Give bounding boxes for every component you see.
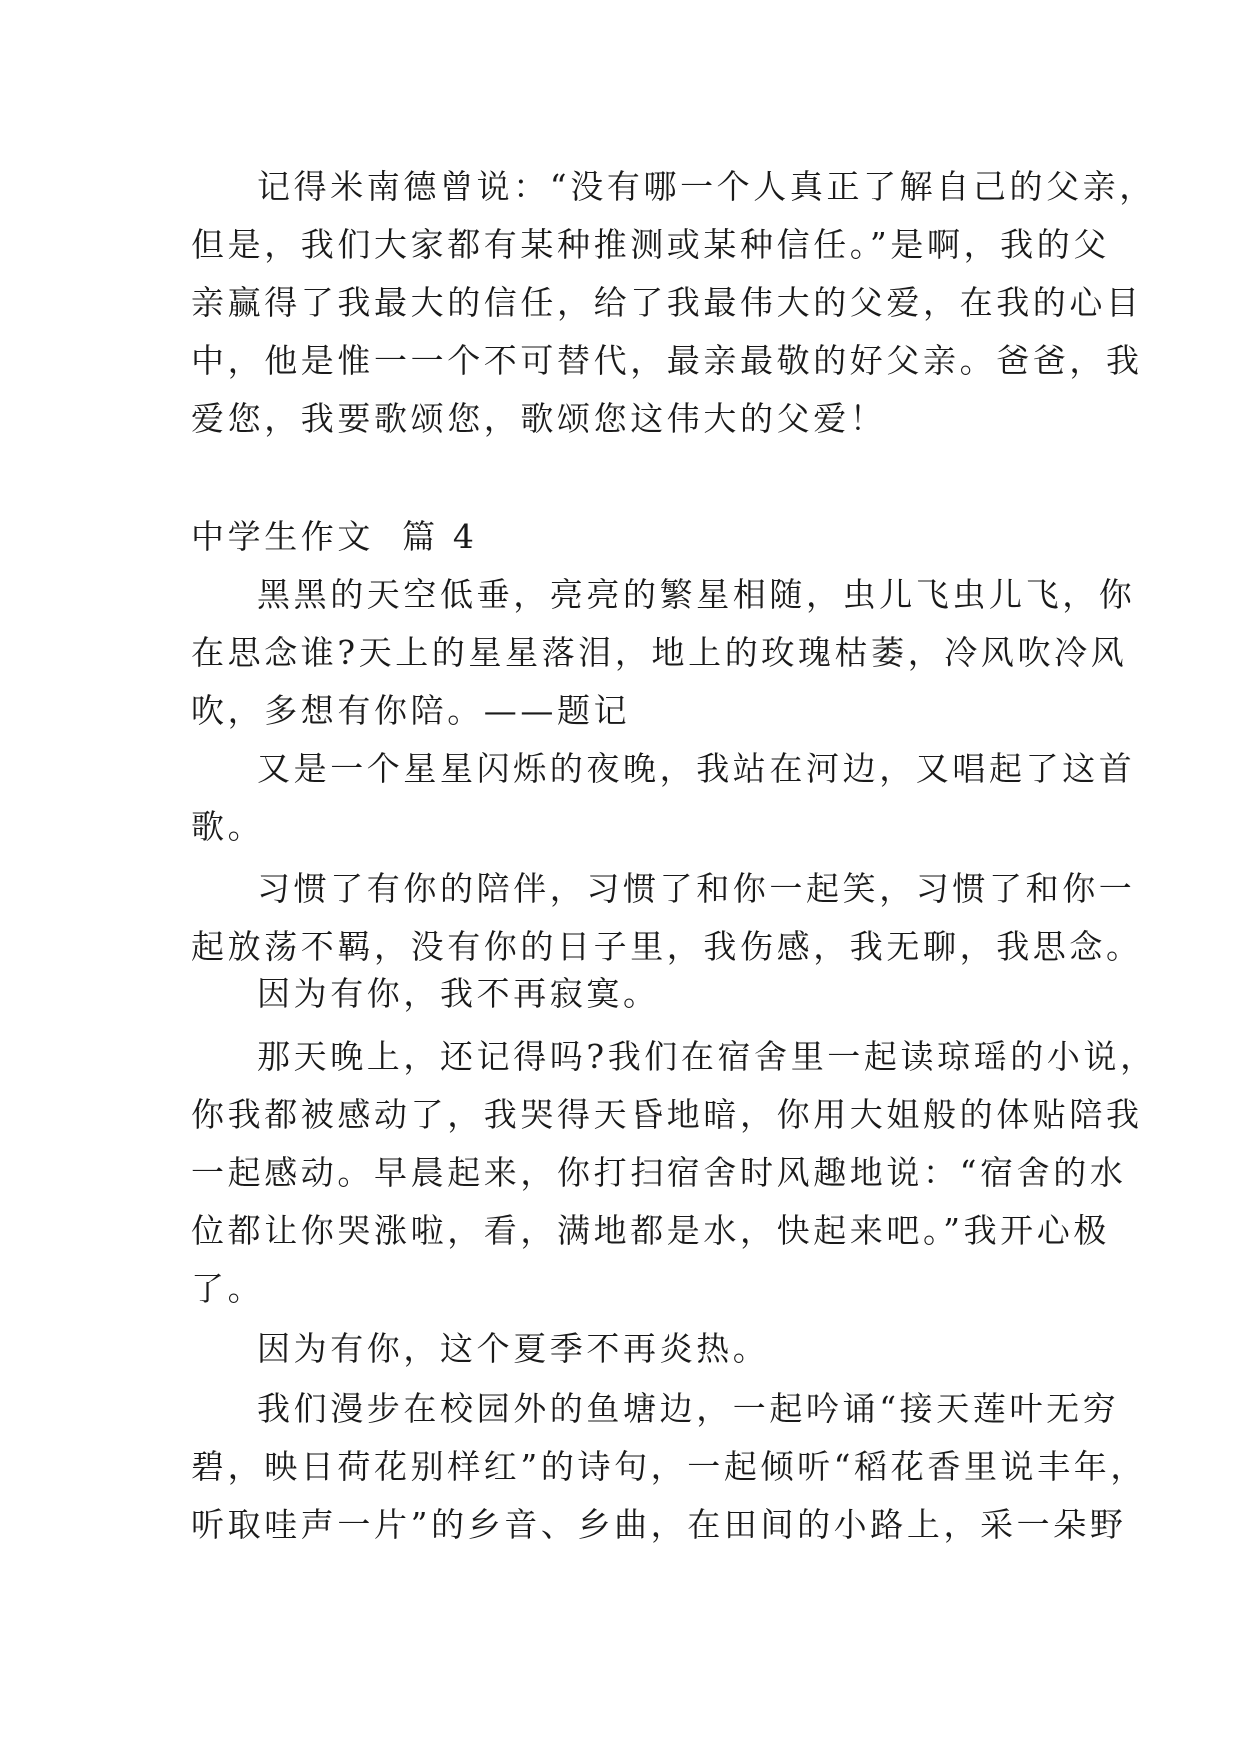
text-line: 但是，我们大家都有某种推测或某种信任。”是啊，我的父: [191, 225, 1110, 264]
text-line: 起放荡不羁，没有你的日子里，我伤感，我无聊，我思念。: [191, 927, 1143, 966]
text-line: 我们漫步在校园外的鱼塘边，一起吟诵“接天莲叶无穷: [257, 1389, 1120, 1428]
text-line: 你我都被感动了，我哭得天昏地暗，你用大姐般的体贴陪我: [191, 1095, 1143, 1134]
paragraph-fish-pond: [191, 1380, 1147, 1554]
paragraph-habits: [191, 860, 1143, 976]
paragraph-not-lonely: [191, 965, 1061, 1023]
text-line: 在思念谁?天上的星星落泪，地上的玫瑰枯萎，冷风吹冷风: [191, 633, 1128, 672]
section-heading: 中学生作文 篇 4: [191, 517, 478, 556]
text-line: 爱您，我要歌颂您，歌颂您这伟大的父爱！: [191, 399, 887, 438]
paragraph-father-love: [191, 158, 1156, 448]
paragraph-that-night: [191, 1028, 1157, 1318]
text-line: 位都让你哭涨啦，看，满地都是水，快起来吧。”我开心极: [191, 1211, 1110, 1250]
paragraph-epigraph: [191, 566, 1136, 740]
text-line: 吹，多想有你陪。——题记: [191, 691, 631, 730]
text-line: 因为有你，我不再寂寞。: [257, 974, 660, 1013]
text-line: 记得米南德曾说：“没有哪一个人真正了解自己的父亲，: [257, 167, 1156, 206]
text-line: 那天晚上，还记得吗?我们在宿舍里一起读琼瑶的小说，: [257, 1037, 1157, 1076]
text-line: 黑黑的天空低垂，亮亮的繁星相随，虫儿飞虫儿飞，你: [257, 575, 1136, 614]
paragraph-summer: [191, 1320, 1061, 1378]
text-line: 习惯了有你的陪伴，习惯了和你一起笑，习惯了和你一: [257, 869, 1136, 908]
text-line: 了。: [191, 1269, 265, 1308]
text-line: 听取哇声一片”的乡音、乡曲，在田间的小路上，采一朵野: [191, 1505, 1127, 1544]
text-line: 因为有你，这个夏季不再炎热。: [257, 1329, 770, 1368]
text-line: 中，他是惟一一个不可替代，最亲最敬的好父亲。爸爸，我: [191, 341, 1143, 380]
text-line: 一起感动。早晨起来，你打扫宿舍时风趣地说：“宿舍的水: [191, 1153, 1127, 1192]
text-line: 又是一个星星闪烁的夜晚，我站在河边，又唱起了这首: [257, 749, 1136, 788]
text-line: 歌。: [191, 807, 265, 846]
text-line: 碧，映日荷花别样红”的诗句，一起倾听“稻花香里说丰年，: [191, 1447, 1147, 1486]
paragraph-river-night: [191, 740, 1136, 856]
text-line: 亲赢得了我最大的信任，给了我最伟大的父爱，在我的心目: [191, 283, 1143, 322]
